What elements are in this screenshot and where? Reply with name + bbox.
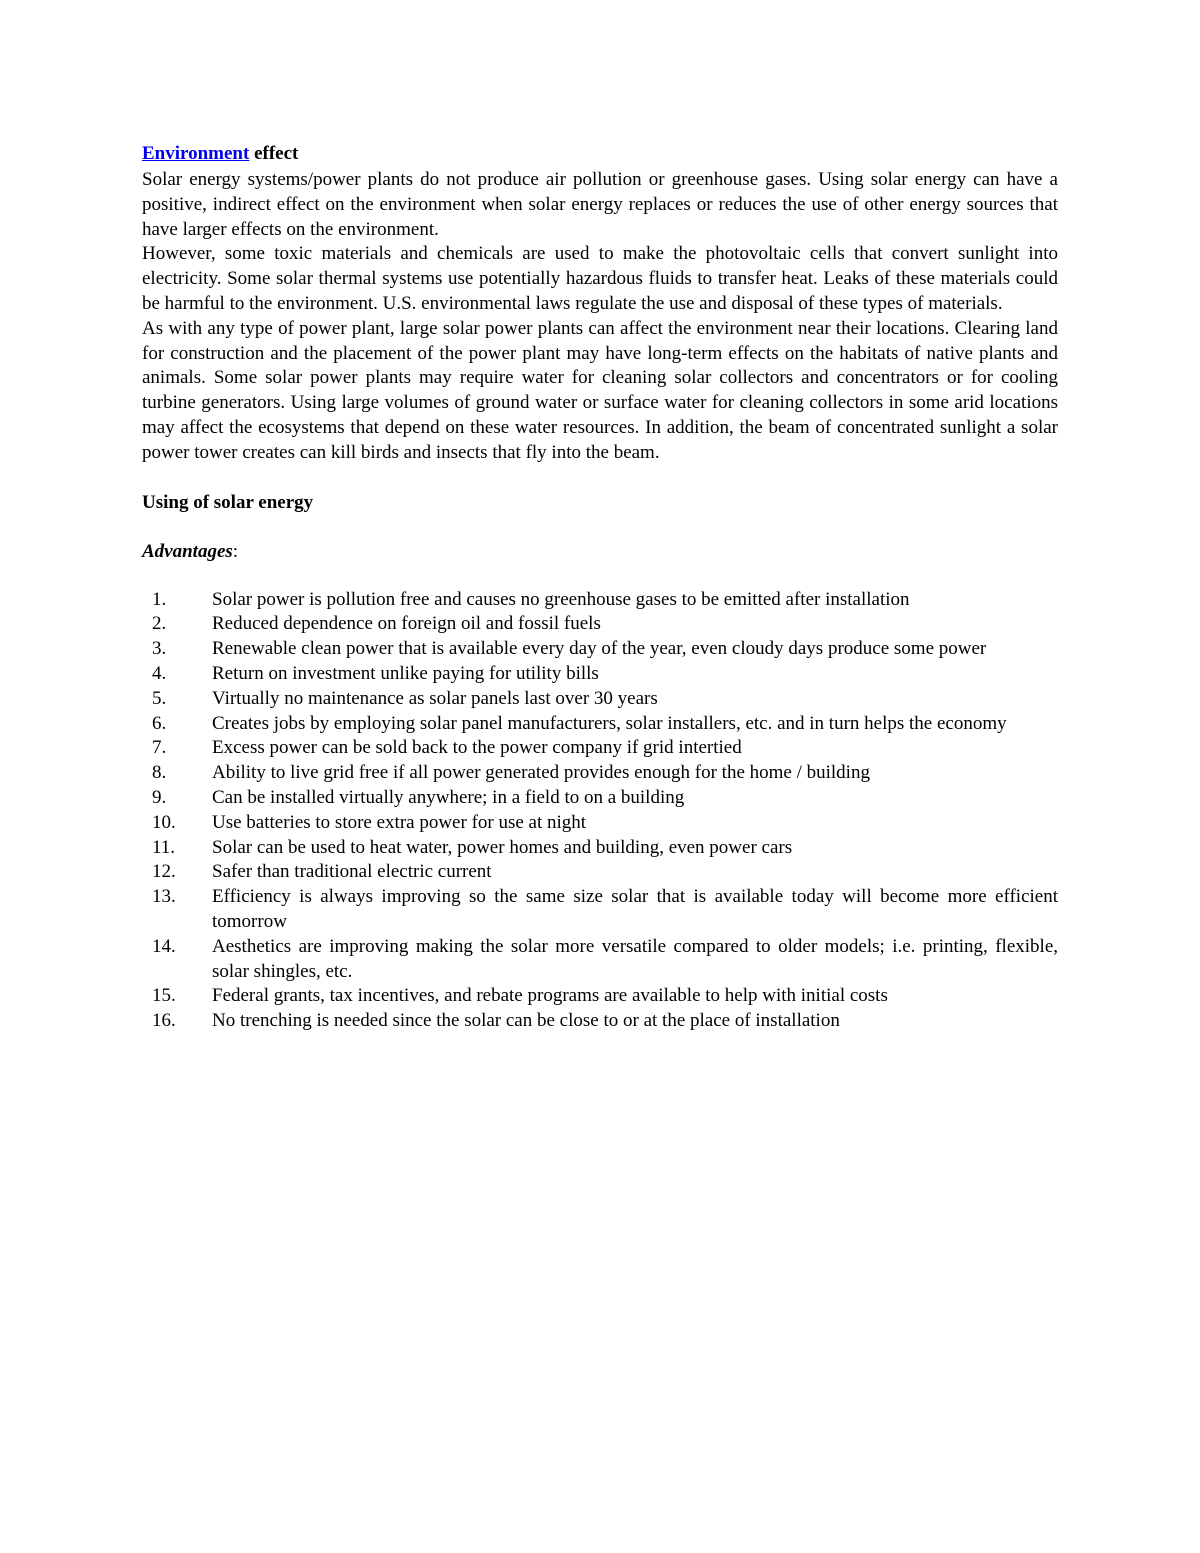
list-item-number	[142, 1009, 212, 1034]
paragraph-3: As with any type of power plant, large solar power plants can affect the environment near their locations. Clearing land for construction and the placement of the power plant may have long-term effects on the habitats of native plants and animals. Some solar power plants may require water for cleaning solar collectors and concentrators or for cooling turbine generators. Using large volumes of ground water or surface water for cleaning collectors in some arid locations may affect the ecosystems that depend on these water resources. In addition, the beam of concentrated sunlight a solar power tower creates can kill birds and insects that fly into the beam.	[142, 317, 1058, 463]
list-item-number	[142, 687, 212, 712]
list-item-number-text: 8.	[152, 762, 167, 784]
list-item-number	[142, 984, 212, 1009]
list-item-text: Use batteries to store extra power for use at night	[212, 811, 587, 833]
list-item-number	[142, 860, 212, 885]
list-item-number	[142, 836, 212, 861]
list-item-number	[142, 885, 212, 935]
list-item-text: Efficiency is always improving so the same size solar that is available today will become more efficient tomorrow	[212, 886, 1058, 932]
list-item	[142, 860, 1058, 885]
heading-suffix: effect	[249, 143, 299, 164]
list-item-text: Excess power can be sold back to the power company if grid intertied	[212, 737, 742, 759]
advantages-list	[142, 588, 1058, 1034]
document-page	[142, 140, 1058, 1034]
environment-link[interactable]: Environment	[142, 143, 250, 164]
list-item-text: Return on investment unlike paying for utility bills	[212, 662, 599, 684]
list-item	[142, 612, 1058, 637]
list-item-number	[142, 712, 212, 737]
list-item-number-text: 4.	[152, 662, 167, 684]
list-item-number	[142, 662, 212, 687]
list-item-text: Reduced dependence on foreign oil and fossil fuels	[212, 613, 601, 635]
list-item-number-text: 16.	[152, 1010, 176, 1032]
list-item-text: Ability to live grid free if all power generated provides enough for the home / building	[212, 762, 870, 784]
list-item	[142, 588, 1058, 613]
list-item	[142, 637, 1058, 662]
list-item	[142, 984, 1058, 1009]
list-item	[142, 836, 1058, 861]
list-item	[142, 1009, 1058, 1034]
list-item-number-text: 13.	[152, 886, 176, 908]
list-item-text: Aesthetics are improving making the solar more versatile compared to older models; i.e. printing, flexible, solar shingles, etc.	[212, 935, 1058, 982]
list-item-number	[142, 736, 212, 761]
list-item-text: Solar can be used to heat water, power homes and building, even power cars	[212, 836, 793, 858]
paragraph-1: Solar energy systems/power plants do not produce air pollution or greenhouse gases. Using solar energy can have a positive, indirect effect on the environment when solar energy replaces or reduces the use of other energy sources that have larger effects on the environment.	[142, 169, 1058, 240]
list-item-number-text: 1.	[152, 588, 167, 610]
list-item-text: Renewable clean power that is available every day of the year, even cloudy days produce some power	[212, 638, 987, 660]
list-item-text: Can be installed virtually anywhere; in a field to on a building	[212, 786, 685, 808]
list-item	[142, 786, 1058, 811]
list-item-number-text: 12.	[152, 861, 176, 883]
section-heading-using-solar: Using of solar energy	[142, 491, 314, 513]
list-item-text: Creates jobs by employing solar panel manufacturers, solar installers, etc. and in turn helps the economy	[212, 712, 1007, 734]
paragraph-2: However, some toxic materials and chemicals are used to make the photovoltaic cells that convert sunlight into electricity. Some solar thermal systems use potentially hazardous fluids to transfer heat. Leaks of these materials could be harmful to the environment. U.S. environmental laws regulate the use and disposal of these types of materials.	[142, 243, 1058, 314]
list-item	[142, 935, 1058, 985]
list-item	[142, 712, 1058, 737]
list-item-number-text: 2.	[152, 613, 167, 635]
list-item	[142, 885, 1058, 935]
list-item-number	[142, 588, 212, 613]
list-item	[142, 761, 1058, 786]
list-item-text: Federal grants, tax incentives, and rebate programs are available to help with initial costs	[212, 985, 888, 1007]
advantages-label	[142, 539, 1058, 564]
section-heading-environment-effect	[142, 140, 1058, 168]
list-item-number-text: 11.	[152, 836, 176, 858]
list-item-number	[142, 761, 212, 786]
list-item	[142, 687, 1058, 712]
list-item-number	[142, 612, 212, 637]
list-item-number-text: 7.	[152, 737, 167, 759]
list-item	[142, 811, 1058, 836]
list-item-text: Solar power is pollution free and causes no greenhouse gases to be emitted after installation	[212, 588, 910, 610]
advantages-colon: :	[232, 540, 239, 562]
list-item	[142, 662, 1058, 687]
list-item	[142, 736, 1058, 761]
list-item-number	[142, 811, 212, 836]
list-item-number-text: 5.	[152, 687, 167, 709]
list-item-text: Virtually no maintenance as solar panels last over 30 years	[212, 687, 658, 709]
list-item-number-text: 10.	[152, 811, 176, 833]
list-item-text: No trenching is needed since the solar can be close to or at the place of installation	[212, 1010, 840, 1032]
list-item-text: Safer than traditional electric current	[212, 861, 492, 883]
list-item-number	[142, 637, 212, 662]
list-item-number-text: 15.	[152, 985, 176, 1007]
advantages-label-text: Advantages	[142, 540, 233, 562]
list-item-number	[142, 935, 212, 985]
list-item-number	[142, 786, 212, 811]
list-item-number-text: 14.	[152, 935, 176, 957]
list-item-number-text: 9.	[152, 786, 167, 808]
list-item-number-text: 6.	[152, 712, 167, 734]
list-item-number-text: 3.	[152, 638, 167, 660]
